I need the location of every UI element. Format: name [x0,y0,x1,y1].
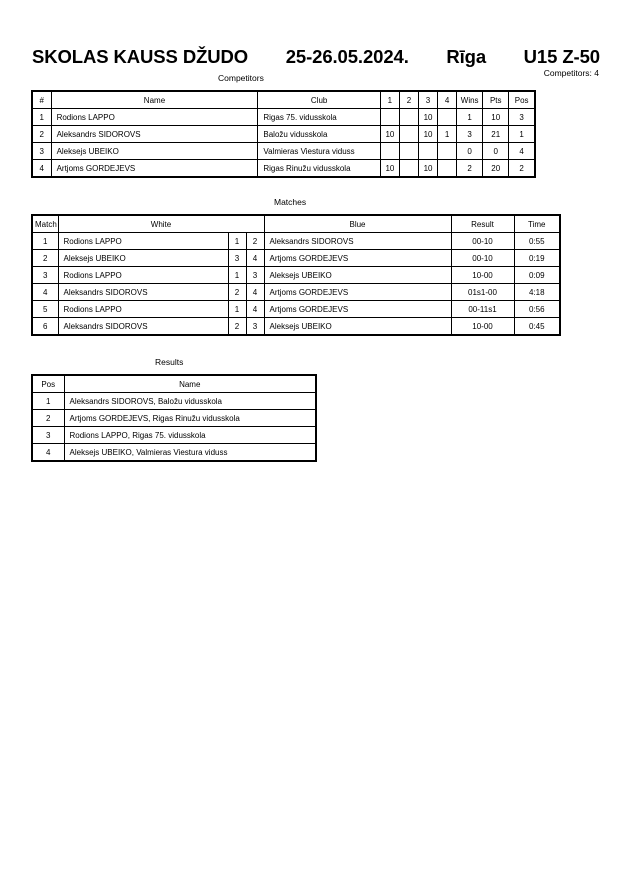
competitor-club: Valmieras Viestura viduss [258,143,380,160]
table-row [32,109,535,126]
match-result: 10-00 [451,267,514,284]
match-number: 4 [32,284,58,301]
match-result: 10-00 [451,318,514,336]
score-vs-4 [438,160,457,178]
white-number: 3 [228,250,246,267]
result-name: Aleksejs UBEIKO, Valmieras Viestura viduss [64,444,316,462]
col-header: White [58,215,264,233]
competitors-section-label: Competitors [218,73,264,83]
match-number: 6 [32,318,58,336]
result-position: 1 [32,393,64,410]
competitor-position: 3 [509,109,535,126]
score-vs-4 [438,143,457,160]
table-row [32,143,535,160]
results-section-label: Results [155,357,184,367]
white-number: 2 [228,318,246,336]
score-vs-2 [399,160,418,178]
competitor-wins: 0 [457,143,483,160]
table-row [32,318,560,336]
col-header: 4 [438,91,457,109]
score-vs-1 [380,143,399,160]
competitor-club: Rigas 75. vidusskola [258,109,380,126]
blue-competitor: Aleksejs UBEIKO [264,318,451,336]
table-row [32,427,316,444]
col-header: Pts [483,91,509,109]
match-time: 4:18 [514,284,560,301]
score-vs-2 [399,126,418,143]
title-city: Rīga [446,46,487,67]
white-number: 1 [228,233,246,250]
result-name: Aleksandrs SIDOROVS, Baložu vidusskola [64,393,316,410]
competitor-name: Aleksandrs SIDOROVS [51,126,258,143]
competitor-number: 3 [32,143,51,160]
col-header: Pos [32,375,64,393]
white-competitor: Rodions LAPPO [58,267,228,284]
results-table [31,374,317,462]
result-name: Artjoms GORDEJEVS, Rigas Rinužu vidusskola [64,410,316,427]
score-vs-4 [438,109,457,126]
competitors-header-row [32,91,535,109]
col-header: # [32,91,51,109]
blue-number: 4 [246,250,264,267]
score-vs-2 [399,109,418,126]
match-number: 3 [32,267,58,284]
match-number: 1 [32,233,58,250]
col-header: 1 [380,91,399,109]
competitor-wins: 1 [457,109,483,126]
matches-section-label: Matches [274,197,307,207]
col-header: 2 [399,91,418,109]
white-competitor: Aleksandrs SIDOROVS [58,318,228,336]
table-row [32,301,560,318]
competitor-number: 4 [32,160,51,178]
blue-competitor: Artjoms GORDEJEVS [264,250,451,267]
score-vs-4: 1 [438,126,457,143]
blue-number: 2 [246,233,264,250]
competitors-count: Competitors: 4 [543,68,599,78]
result-name: Rodions LAPPO, Rigas 75. vidusskola [64,427,316,444]
competitors-table [31,90,536,178]
score-vs-3 [418,143,437,160]
match-number: 5 [32,301,58,318]
col-header: Club [258,91,380,109]
table-row [32,410,316,427]
result-position: 2 [32,410,64,427]
blue-number: 3 [246,267,264,284]
competitor-points: 21 [483,126,509,143]
blue-number: 3 [246,318,264,336]
col-header: Result [451,215,514,233]
competitor-name: Aleksejs UBEIKO [51,143,258,160]
col-header: Wins [457,91,483,109]
score-vs-3: 10 [418,126,437,143]
competitor-position: 2 [509,160,535,178]
competitor-name: Artjoms GORDEJEVS [51,160,258,178]
white-number: 1 [228,267,246,284]
competitor-club: Rigas Rinužu vidusskola [258,160,380,178]
title-category: U15 Z-50 [523,46,600,67]
col-header: Name [51,91,258,109]
result-position: 3 [32,427,64,444]
blue-number: 4 [246,284,264,301]
white-competitor: Aleksejs UBEIKO [58,250,228,267]
col-header: Time [514,215,560,233]
white-competitor: Aleksandrs SIDOROVS [58,284,228,301]
competitor-position: 4 [509,143,535,160]
table-row [32,160,535,178]
col-header: Pos [509,91,535,109]
match-time: 0:56 [514,301,560,318]
page-title [32,46,600,68]
col-header: Blue [264,215,451,233]
match-number: 2 [32,250,58,267]
match-time: 0:09 [514,267,560,284]
competitor-points: 10 [483,109,509,126]
match-result: 00-10 [451,233,514,250]
match-time: 0:55 [514,233,560,250]
score-vs-1 [380,109,399,126]
col-header: 3 [418,91,437,109]
table-row [32,233,560,250]
score-vs-2 [399,143,418,160]
white-competitor: Rodions LAPPO [58,301,228,318]
table-row [32,267,560,284]
competitor-club: Baložu vidusskola [258,126,380,143]
score-vs-3: 10 [418,160,437,178]
results-header-row [32,375,316,393]
table-row [32,444,316,462]
table-row [32,393,316,410]
table-row [32,126,535,143]
match-time: 0:19 [514,250,560,267]
matches-table [31,214,561,336]
white-number: 2 [228,284,246,301]
blue-competitor: Aleksejs UBEIKO [264,267,451,284]
competitor-name: Rodions LAPPO [51,109,258,126]
match-result: 01s1-00 [451,284,514,301]
score-vs-1: 10 [380,160,399,178]
blue-competitor: Artjoms GORDEJEVS [264,301,451,318]
title-event: SKOLAS KAUSS DŽUDO [32,46,249,67]
score-vs-1: 10 [380,126,399,143]
competitor-position: 1 [509,126,535,143]
competitor-wins: 3 [457,126,483,143]
competitor-wins: 2 [457,160,483,178]
competitor-number: 1 [32,109,51,126]
matches-header-row [32,215,560,233]
score-vs-3: 10 [418,109,437,126]
match-result: 00-11s1 [451,301,514,318]
competitor-number: 2 [32,126,51,143]
blue-competitor: Artjoms GORDEJEVS [264,284,451,301]
title-date: 25-26.05.2024. [285,46,409,67]
col-header: Match [32,215,58,233]
table-row [32,284,560,301]
white-competitor: Rodions LAPPO [58,233,228,250]
table-row [32,250,560,267]
competitor-points: 0 [483,143,509,160]
blue-number: 4 [246,301,264,318]
white-number: 1 [228,301,246,318]
col-header: Name [64,375,316,393]
match-time: 0:45 [514,318,560,336]
competitor-points: 20 [483,160,509,178]
blue-competitor: Aleksandrs SIDOROVS [264,233,451,250]
result-position: 4 [32,444,64,462]
match-result: 00-10 [451,250,514,267]
